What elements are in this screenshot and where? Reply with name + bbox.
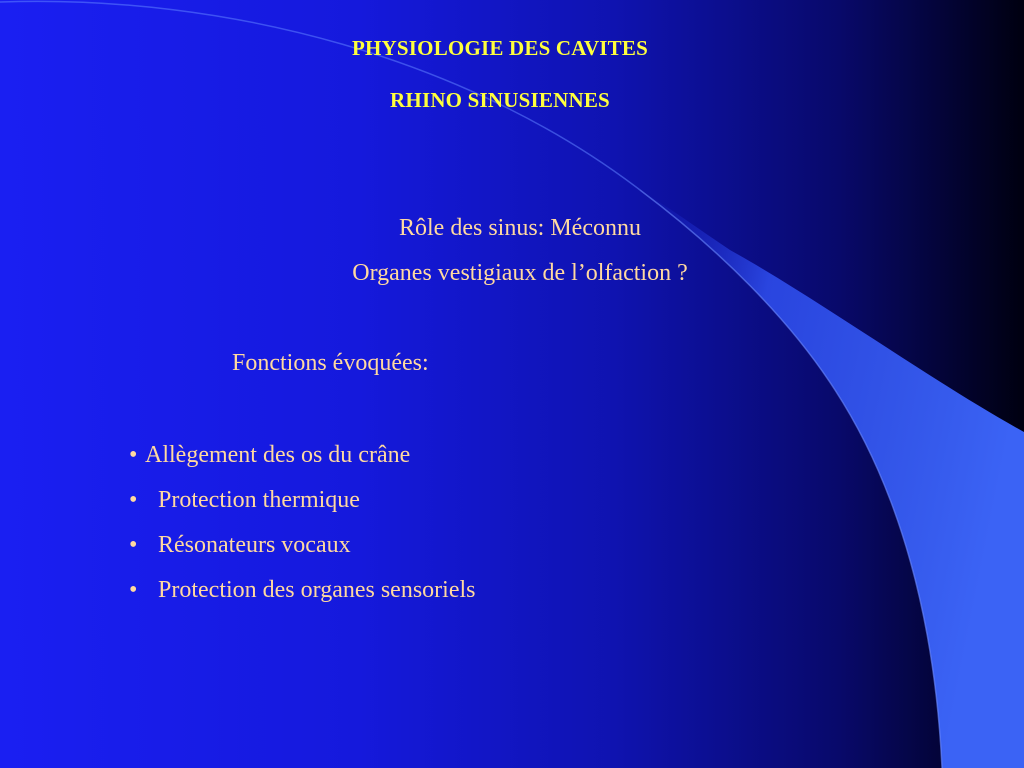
sinus-role-line: Rôle des sinus: Méconnu [399,215,641,241]
list-item [129,530,476,575]
slide-title-line-2: RHINO SINUSIENNES [390,88,610,112]
list-item [129,485,476,530]
bullet-icon: • [129,487,138,513]
list-item [129,440,476,485]
bullet-icon: • [129,577,138,603]
vestigial-organs-line: Organes vestigiaux de l’olfaction ? [352,260,688,286]
functions-subheading: Fonctions évoquées: [232,350,429,376]
list-item [129,575,476,620]
bullet-text: Protection thermique [158,487,360,513]
bullet-text: Résonateurs vocaux [158,532,351,558]
bullet-text: Protection des organes sensoriels [158,577,476,603]
slide-title-line-1: PHYSIOLOGIE DES CAVITES [352,36,648,60]
bullet-icon: • [129,442,138,468]
bullet-text: Allègement des os du crâne [145,442,411,468]
functions-bullet-list [129,440,476,620]
bullet-icon: • [129,532,138,558]
